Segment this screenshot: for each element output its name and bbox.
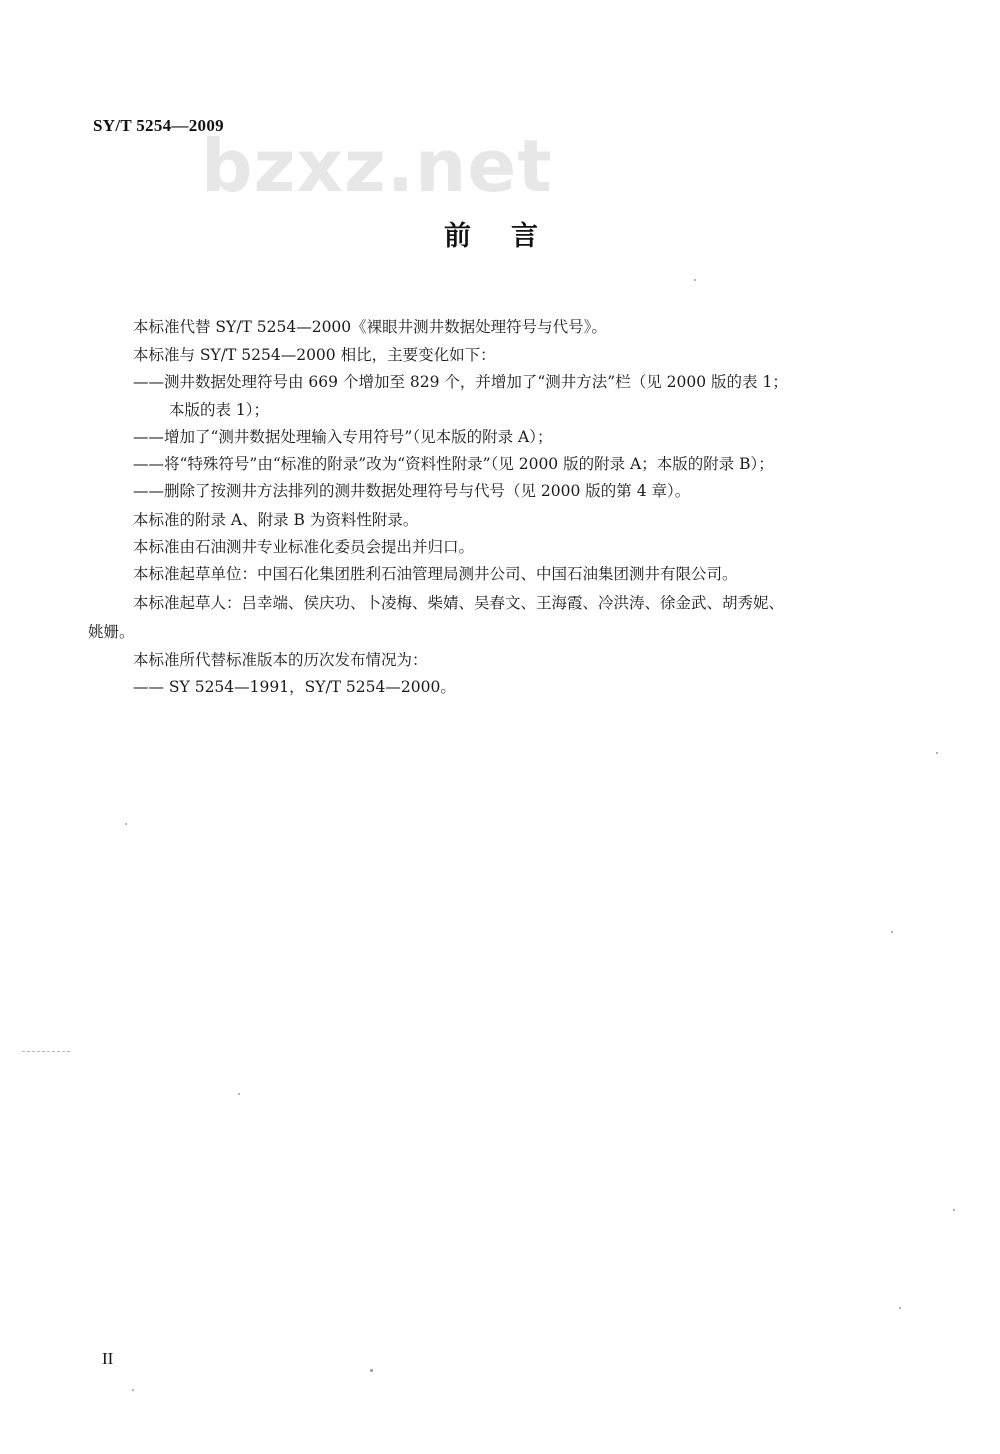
- scan-speck: [238, 1093, 240, 1095]
- body-line-history: —— SY 5254—1991，SY/T 5254—2000。: [133, 678, 456, 696]
- page-title: 前言: [444, 221, 578, 252]
- body-line-change-symbols-cont: 本版的表 1）；: [169, 401, 270, 419]
- body-line-proposer: 本标准由石油测井专业标准化委员会提出并归口。: [133, 538, 475, 556]
- body-line-drafters: 本标准起草人：吕幸端、侯庆功、卜凌梅、柴婧、吴春文、王海霞、冷洪涛、徐金武、胡秀妮、: [133, 594, 785, 612]
- body-line-drafters-cont: 姚姗。: [88, 623, 135, 641]
- scan-speck: [899, 1307, 901, 1309]
- scan-speck: [694, 279, 696, 281]
- body-line-changes-intro: 本标准与 SY/T 5254—2000 相比，主要变化如下：: [133, 346, 496, 364]
- scan-dash-mark: [22, 1051, 70, 1053]
- scan-speck: [891, 931, 893, 933]
- scan-speck: [132, 1389, 134, 1391]
- body-line-replaces: 本标准代替 SY/T 5254—2000《裸眼井测井数据处理符号与代号》。: [133, 318, 607, 336]
- page-number: II: [102, 1349, 114, 1368]
- standard-code-header: SY/T 5254—2009: [93, 116, 224, 135]
- scan-speck: [936, 752, 938, 754]
- scan-speck: [370, 1369, 373, 1372]
- body-line-change-special: ——将“特殊符号”由“标准的附录”改为“资料性附录”（见 2000 版的附录 A；本版的附录 B）；: [133, 455, 774, 473]
- body-line-drafting-units: 本标准起草单位：中国石化集团胜利石油管理局测井公司、中国石油集团测井有限公司。: [133, 565, 738, 583]
- scan-speck: [953, 1209, 955, 1211]
- body-line-history-intro: 本标准所代替标准版本的历次发布情况为：: [133, 651, 428, 669]
- watermark: bzxz.net: [201, 124, 553, 208]
- body-line-change-input: ——增加了“测井数据处理输入专用符号”（见本版的附录 A）；: [133, 428, 553, 446]
- scan-speck: [125, 823, 127, 825]
- body-line-change-symbols: ——测井数据处理符号由 669 个增加至 829 个，并增加了“测井方法”栏（见 2000 版的表 1；: [133, 373, 788, 391]
- body-line-appendix: 本标准的附录 A、附录 B 为资料性附录。: [133, 511, 419, 529]
- body-line-change-deleted: ——删除了按测井方法排列的测井数据处理符号与代号（见 2000 版的第 4 章）。: [133, 482, 691, 500]
